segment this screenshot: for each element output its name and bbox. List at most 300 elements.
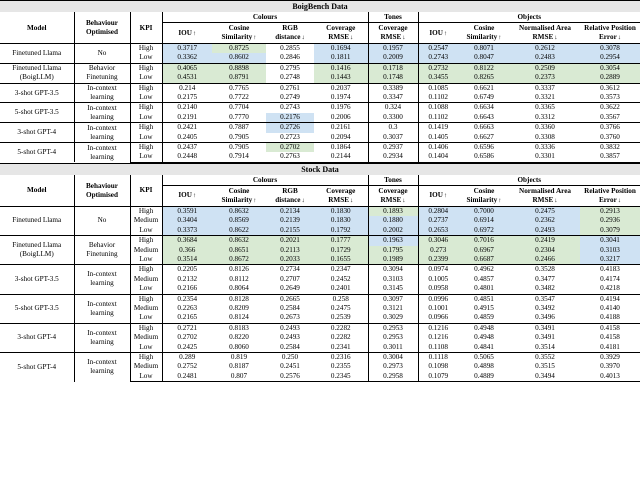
kpi-level: Low (130, 313, 162, 323)
metric-header-orel (580, 23, 640, 44)
cell-cov: 0.1976 (314, 103, 368, 113)
cell-iou: 0.2263 (177, 303, 198, 312)
metric-header-rgb (266, 185, 314, 206)
cell-orel: 0.4194 (580, 294, 640, 304)
cell-tcov: 0.3037 (368, 133, 418, 143)
cell-oiou: 0.2732 (418, 63, 458, 73)
cell-oiou: 0.1079 (418, 372, 458, 382)
cell-cos: 0.8183 (212, 323, 266, 333)
cell-iou: 0.3514 (162, 255, 212, 265)
cell-orel: 0.3573 (600, 93, 620, 102)
behaviour-value: In-context learning (74, 323, 130, 352)
cell-oiou: 0.1102 (428, 112, 448, 121)
kpi-level: High (130, 63, 162, 73)
objects-group-header: Objects (418, 175, 640, 186)
metric-label: Cosine Similarity ↑ (467, 187, 502, 204)
header-row (0, 175, 640, 186)
cell-orel: 0.4188 (600, 313, 620, 322)
cell-ocos: 0.6634 (458, 103, 510, 113)
cell-cov: 0.1792 (314, 226, 368, 236)
cell-iou: 0.2721 (162, 323, 212, 333)
cell-ocos: 0.4889 (458, 372, 510, 382)
metric-header-iou (162, 185, 212, 206)
metric-label: Coverage RMSE ↓ (326, 24, 355, 41)
cell-rgb: 0.2855 (280, 44, 300, 52)
cell-onrm: 0.3336 (510, 143, 580, 153)
cell-iou: 0.2405 (177, 132, 198, 141)
cell-cos: 0.7765 (212, 83, 266, 93)
kpi-level: Medium (130, 246, 162, 255)
cell-iou: 0.2165 (177, 313, 198, 322)
cell-rgb: 0.2761 (266, 83, 314, 93)
cell-cos: 0.8569 (212, 216, 266, 225)
cell-onrm: 0.2419 (510, 236, 580, 246)
cell-onrm: 0.3312 (535, 112, 555, 121)
model-name: Finetuned Llama (0, 206, 74, 235)
cell-oiou: 0.1118 (418, 352, 458, 362)
cell-tcov: 0.1748 (368, 73, 418, 83)
cell-onrm: 0.2362 (510, 216, 580, 225)
cell-tcov: 0.324 (368, 103, 418, 113)
cell-orel: 0.2889 (580, 73, 640, 83)
cell-rgb: 0.2795 (266, 63, 314, 73)
cell-oiou: 0.1216 (418, 323, 458, 333)
cell-onrm: 0.2493 (510, 226, 580, 236)
cell-rgb: 0.2649 (280, 284, 300, 293)
cell-tcov: 0.3347 (368, 93, 418, 103)
table-row (0, 143, 640, 153)
tones-group-header: Tones (368, 12, 418, 23)
cell-orel: 0.2954 (580, 53, 640, 63)
cell-cov: 0.1777 (314, 236, 368, 246)
cell-oiou: 0.0958 (428, 284, 449, 293)
cell-cov: 0.2475 (314, 304, 368, 313)
cell-cov: 0.2094 (314, 133, 368, 143)
cell-orel: 0.4183 (580, 265, 640, 275)
table-row (0, 323, 640, 333)
behaviour-value: In-context learning (74, 265, 130, 294)
cell-tcov: 0.3 (368, 123, 418, 133)
model-header: Model (0, 175, 74, 207)
cell-iou: 0.2421 (162, 123, 212, 133)
metric-label: RGB distance ↓ (275, 24, 304, 41)
cell-tcov: 0.2002 (368, 226, 418, 236)
metric-header-cov (314, 185, 368, 206)
cell-tcov: 0.1989 (368, 255, 418, 265)
cell-cov: 0.1694 (314, 44, 368, 54)
cell-onrm: 0.3360 (510, 123, 580, 133)
behaviour-value: In-context learning (74, 352, 130, 381)
cell-onrm: 0.3552 (510, 352, 580, 362)
behaviour-header: Behaviour Optimised (74, 12, 130, 44)
metric-header-oiou (418, 185, 458, 206)
cell-onrm: 0.3496 (535, 313, 555, 322)
cell-rgb: 0.2584 (280, 342, 300, 351)
cell-iou: 0.2702 (177, 333, 198, 342)
cell-cos: 0.8898 (212, 63, 266, 73)
cell-onrm: 0.3491 (510, 323, 580, 333)
cell-iou: 0.2166 (177, 284, 198, 293)
cell-orel: 0.4181 (600, 342, 620, 351)
model-name: 3-shot GPT-4 (0, 323, 74, 352)
cell-orel: 0.3078 (580, 44, 640, 54)
cell-rgb: 0.2134 (266, 206, 314, 216)
cell-oiou: 0.2737 (418, 216, 458, 225)
table-row (0, 236, 640, 246)
kpi-level: High (130, 44, 162, 54)
cell-orel: 0.3832 (580, 143, 640, 153)
cell-ocos: 0.5065 (458, 352, 510, 362)
cell-orel: 0.3622 (580, 103, 640, 113)
cell-orel: 0.3217 (580, 255, 640, 265)
cell-rgb: 0.2748 (280, 73, 300, 82)
cell-orel: 0.3567 (600, 112, 620, 121)
metric-label: Normalised Area RMSE ↓ (519, 24, 571, 41)
kpi-level: Low (130, 226, 162, 236)
cell-oiou: 0.1406 (418, 143, 458, 153)
cell-oiou: 0.2804 (418, 206, 458, 216)
colours-group-header: Colours (162, 12, 368, 23)
cell-onrm: 0.3337 (510, 83, 580, 93)
cell-iou: 0.2354 (162, 294, 212, 304)
cell-rgb: 0.2726 (266, 123, 314, 133)
cell-orel: 0.2913 (580, 206, 640, 216)
cell-ocos: 0.4841 (474, 342, 494, 351)
cell-tcov: 0.2009 (368, 53, 418, 63)
kpi-level: Medium (130, 275, 162, 284)
cell-tcov: 0.3004 (368, 352, 418, 362)
results-table (0, 12, 640, 163)
cell-oiou: 0.2399 (418, 255, 458, 265)
colours-group-header: Colours (162, 175, 368, 186)
cell-ocos: 0.4859 (474, 313, 494, 322)
cell-cos: 0.8187 (229, 362, 249, 371)
cell-cos: 0.8220 (229, 333, 249, 342)
cell-oiou: 0.0966 (428, 313, 449, 322)
cell-orel: 0.3103 (580, 246, 640, 255)
cell-iou: 0.2175 (177, 93, 198, 102)
kpi-level: Low (130, 93, 162, 103)
cell-ocos: 0.4898 (474, 362, 494, 371)
metric-label: IOU ↑ (178, 29, 196, 37)
cell-cov: 0.2347 (314, 265, 368, 275)
cell-cos: 0.8064 (229, 284, 249, 293)
cell-rgb: 0.2673 (280, 313, 300, 322)
cell-ocos: 0.4948 (474, 333, 494, 342)
cell-onrm: 0.3482 (535, 284, 555, 293)
model-name: 3-shot GPT-3.5 (0, 265, 74, 294)
cell-tcov: 0.3300 (368, 113, 418, 123)
cell-oiou: 0.273 (418, 246, 458, 255)
cell-cos: 0.8602 (212, 53, 266, 63)
cell-tcov: 0.1795 (368, 246, 418, 255)
cell-ocos: 0.6914 (458, 216, 510, 225)
cell-ocos: 0.4801 (474, 284, 494, 293)
cell-iou: 0.2481 (162, 372, 212, 382)
cell-oiou: 0.1419 (418, 123, 458, 133)
kpi-level: High (130, 123, 162, 133)
cell-orel: 0.3760 (600, 132, 620, 141)
cell-rgb: 0.250 (266, 352, 314, 362)
kpi-level: Medium (130, 216, 162, 225)
cell-cov: 0.2161 (314, 123, 368, 133)
model-name: Finetuned Llama (BoigLLM) (0, 63, 74, 83)
cell-cos: 0.7722 (229, 93, 249, 102)
cell-orel: 0.4218 (600, 284, 620, 293)
cell-tcov: 0.3094 (368, 265, 418, 275)
behaviour-header: Behaviour Optimised (74, 175, 130, 207)
cell-cov: 0.2355 (314, 362, 368, 371)
kpi-level: Low (130, 73, 162, 83)
cell-cos: 0.7704 (212, 103, 266, 113)
kpi-level: Low (130, 53, 162, 63)
metric-label: Coverage RMSE ↓ (326, 187, 355, 204)
cell-orel: 0.2936 (580, 216, 640, 225)
metric-label: Coverage RMSE ↓ (378, 187, 407, 204)
cell-rgb: 0.2749 (280, 93, 300, 102)
cell-onrm: 0.2466 (510, 255, 580, 265)
cell-cos: 0.8632 (212, 236, 266, 246)
model-header: Model (0, 12, 74, 44)
model-name: 5-shot GPT-4 (0, 352, 74, 381)
cell-onrm: 0.3301 (510, 152, 580, 162)
cell-ocos: 0.4915 (474, 303, 494, 312)
cell-orel: 0.3857 (580, 152, 640, 162)
kpi-level: Low (130, 152, 162, 162)
behaviour-value: In-context learning (74, 83, 130, 103)
cell-oiou: 0.1216 (428, 333, 449, 342)
cell-tcov: 0.1893 (368, 206, 418, 216)
cell-ocos: 0.6627 (474, 132, 494, 141)
metric-header-ocos (458, 185, 510, 206)
cell-rgb: 0.2113 (266, 246, 314, 255)
cell-oiou: 0.0996 (418, 294, 458, 304)
kpi-level: Medium (130, 304, 162, 313)
cell-onrm: 0.3494 (510, 372, 580, 382)
cell-rgb: 0.2021 (266, 236, 314, 246)
cell-cos: 0.8124 (229, 313, 249, 322)
tones-group-header: Tones (368, 175, 418, 186)
metric-header-rgb (266, 23, 314, 44)
cell-cos: 0.8060 (229, 342, 249, 351)
cell-tcov: 0.3145 (368, 284, 418, 294)
cell-cos: 0.7887 (212, 123, 266, 133)
metric-label: IOU ↑ (429, 29, 447, 37)
cell-cos: 0.8209 (229, 303, 249, 312)
cell-onrm: 0.2475 (510, 206, 580, 216)
cell-oiou: 0.3455 (418, 73, 458, 83)
cell-orel: 0.3612 (580, 83, 640, 93)
cell-iou: 0.214 (162, 83, 212, 93)
table-title: Stock Data (0, 163, 640, 175)
kpi-level: Low (130, 343, 162, 353)
cell-oiou: 0.1404 (418, 152, 458, 162)
cell-iou: 0.3684 (162, 236, 212, 246)
cell-oiou: 0.1405 (428, 132, 449, 141)
cell-tcov: 0.1963 (368, 236, 418, 246)
cell-rgb: 0.2176 (266, 113, 314, 123)
metric-label: RGB distance ↓ (275, 187, 304, 204)
cell-onrm: 0.3547 (510, 294, 580, 304)
metric-label: IOU ↑ (178, 191, 196, 199)
cell-cov: 0.2282 (314, 333, 368, 342)
table-row (0, 294, 640, 304)
model-name: Finetuned Llama (0, 44, 74, 64)
cell-cov: 0.2037 (314, 83, 368, 93)
cell-orel: 0.3766 (580, 123, 640, 133)
cell-orel: 0.4158 (600, 333, 620, 342)
kpi-level: High (130, 143, 162, 153)
cell-iou: 0.3373 (162, 226, 212, 236)
metric-header-oiou (418, 23, 458, 44)
cell-rgb: 0.2576 (266, 372, 314, 382)
cell-tcov: 0.2958 (368, 372, 418, 382)
table-row (0, 44, 640, 54)
cell-rgb: 0.2846 (280, 53, 300, 62)
metric-header-cos (212, 185, 266, 206)
kpi-level: High (130, 83, 162, 93)
cell-iou: 0.2140 (162, 103, 212, 113)
table-row (0, 206, 640, 216)
cell-rgb: 0.2702 (266, 143, 314, 153)
cell-iou: 0.3404 (162, 216, 212, 225)
cell-rgb: 0.2723 (280, 132, 300, 141)
behaviour-value: In-context learning (74, 294, 130, 323)
cell-iou: 0.289 (162, 352, 212, 362)
kpi-level: High (130, 294, 162, 304)
behaviour-value: Behavior Finetuning (74, 63, 130, 83)
cell-orel: 0.3929 (580, 352, 640, 362)
kpi-level: Medium (130, 333, 162, 342)
cell-cos: 0.8791 (212, 73, 266, 83)
cell-cov: 0.1655 (314, 255, 368, 265)
model-name: 5-shot GPT-3.5 (0, 294, 74, 323)
cell-tcov: 0.3103 (368, 275, 418, 284)
cell-cos: 0.8632 (212, 206, 266, 216)
cell-ocos: 0.6972 (458, 226, 510, 236)
cell-cov: 0.2341 (314, 343, 368, 353)
cell-cov: 0.2401 (314, 284, 368, 294)
cell-iou: 0.3362 (162, 53, 212, 63)
metric-header-tcov (368, 185, 418, 206)
cell-cov: 0.2006 (314, 113, 368, 123)
cell-oiou: 0.1098 (428, 362, 449, 371)
metric-label: Coverage RMSE ↓ (378, 24, 407, 41)
cell-tcov: 0.2934 (368, 152, 418, 162)
cell-cov: 0.2345 (314, 372, 368, 382)
cell-onrm: 0.2612 (510, 44, 580, 54)
cell-ocos: 0.6586 (458, 152, 510, 162)
metric-header-iou (162, 23, 212, 44)
cell-cos: 0.8651 (212, 246, 266, 255)
cell-orel: 0.4158 (580, 323, 640, 333)
cell-tcov: 0.2953 (368, 323, 418, 333)
cell-onrm: 0.2509 (510, 63, 580, 73)
cell-orel: 0.3970 (600, 362, 620, 371)
metric-header-cos (212, 23, 266, 44)
cell-orel: 0.4140 (600, 303, 620, 312)
cell-cov: 0.1416 (314, 63, 368, 73)
metric-label: Cosine Similarity ↑ (222, 187, 257, 204)
model-name: 3-shot GPT-4 (0, 123, 74, 143)
cell-cov: 0.1443 (314, 73, 368, 83)
cell-tcov: 0.3011 (368, 343, 418, 353)
cell-ocos: 0.4962 (458, 265, 510, 275)
cell-cov: 0.2452 (314, 275, 368, 284)
metric-header-ocos (458, 23, 510, 44)
kpi-level: High (130, 323, 162, 333)
cell-onrm: 0.3514 (535, 342, 555, 351)
cell-tcov: 0.2953 (368, 333, 418, 342)
table-row (0, 103, 640, 113)
kpi-level: High (130, 265, 162, 275)
cell-onrm: 0.3515 (535, 362, 555, 371)
cell-orel: 0.4174 (600, 274, 620, 283)
cell-oiou: 0.0974 (418, 265, 458, 275)
kpi-header: KPI (130, 175, 162, 207)
cell-ocos: 0.4948 (458, 323, 510, 333)
cell-oiou: 0.1001 (428, 303, 449, 312)
model-name: 5-shot GPT-4 (0, 143, 74, 163)
cell-ocos: 0.8122 (458, 63, 510, 73)
cell-cos: 0.8128 (212, 294, 266, 304)
table-row (0, 63, 640, 73)
objects-group-header: Objects (418, 12, 640, 23)
behaviour-value: In-context learning (74, 143, 130, 163)
cell-tcov: 0.2973 (368, 362, 418, 371)
cell-onrm: 0.3321 (535, 93, 555, 102)
cell-cov: 0.1974 (314, 93, 368, 103)
cell-oiou: 0.1085 (418, 83, 458, 93)
cell-iou: 0.2752 (177, 362, 198, 371)
cell-ocos: 0.7000 (458, 206, 510, 216)
cell-ocos: 0.4851 (458, 294, 510, 304)
cell-rgb: 0.2493 (266, 323, 314, 333)
cell-iou: 0.2425 (177, 342, 198, 351)
behaviour-value: Behavior Finetuning (74, 236, 130, 265)
metric-header-tcov (368, 23, 418, 44)
cell-onrm: 0.2304 (510, 246, 580, 255)
cell-oiou: 0.1088 (418, 103, 458, 113)
cell-cos: 0.7770 (229, 112, 249, 121)
cell-iou: 0.2205 (162, 265, 212, 275)
table-row (0, 83, 640, 93)
model-name: Finetuned Llama (BoigLLM) (0, 236, 74, 265)
cell-oiou: 0.2547 (418, 44, 458, 54)
cell-iou: 0.2437 (162, 143, 212, 153)
cell-iou: 0.4531 (162, 73, 212, 83)
cell-cov: 0.2144 (314, 152, 368, 162)
kpi-level: Low (130, 133, 162, 143)
cell-onrm: 0.2373 (510, 73, 580, 83)
cell-tcov: 0.3121 (368, 304, 418, 313)
cell-oiou: 0.3046 (418, 236, 458, 246)
metric-label: IOU ↑ (429, 191, 447, 199)
cell-cov: 0.1830 (314, 216, 368, 225)
cell-cos: 0.8672 (212, 255, 266, 265)
cell-cos: 0.7905 (212, 143, 266, 153)
cell-onrm: 0.3308 (535, 132, 555, 141)
cell-rgb: 0.2493 (280, 333, 300, 342)
table-title: BoigBench Data (0, 0, 640, 12)
cell-onrm: 0.3491 (535, 333, 555, 342)
cell-oiou: 0.2653 (418, 226, 458, 236)
cell-oiou: 0.2743 (418, 53, 458, 63)
cell-ocos: 0.6967 (458, 246, 510, 255)
behaviour-value: In-context learning (74, 123, 130, 143)
cell-tcov: 0.3029 (368, 313, 418, 323)
cell-cos: 0.8112 (229, 274, 249, 283)
